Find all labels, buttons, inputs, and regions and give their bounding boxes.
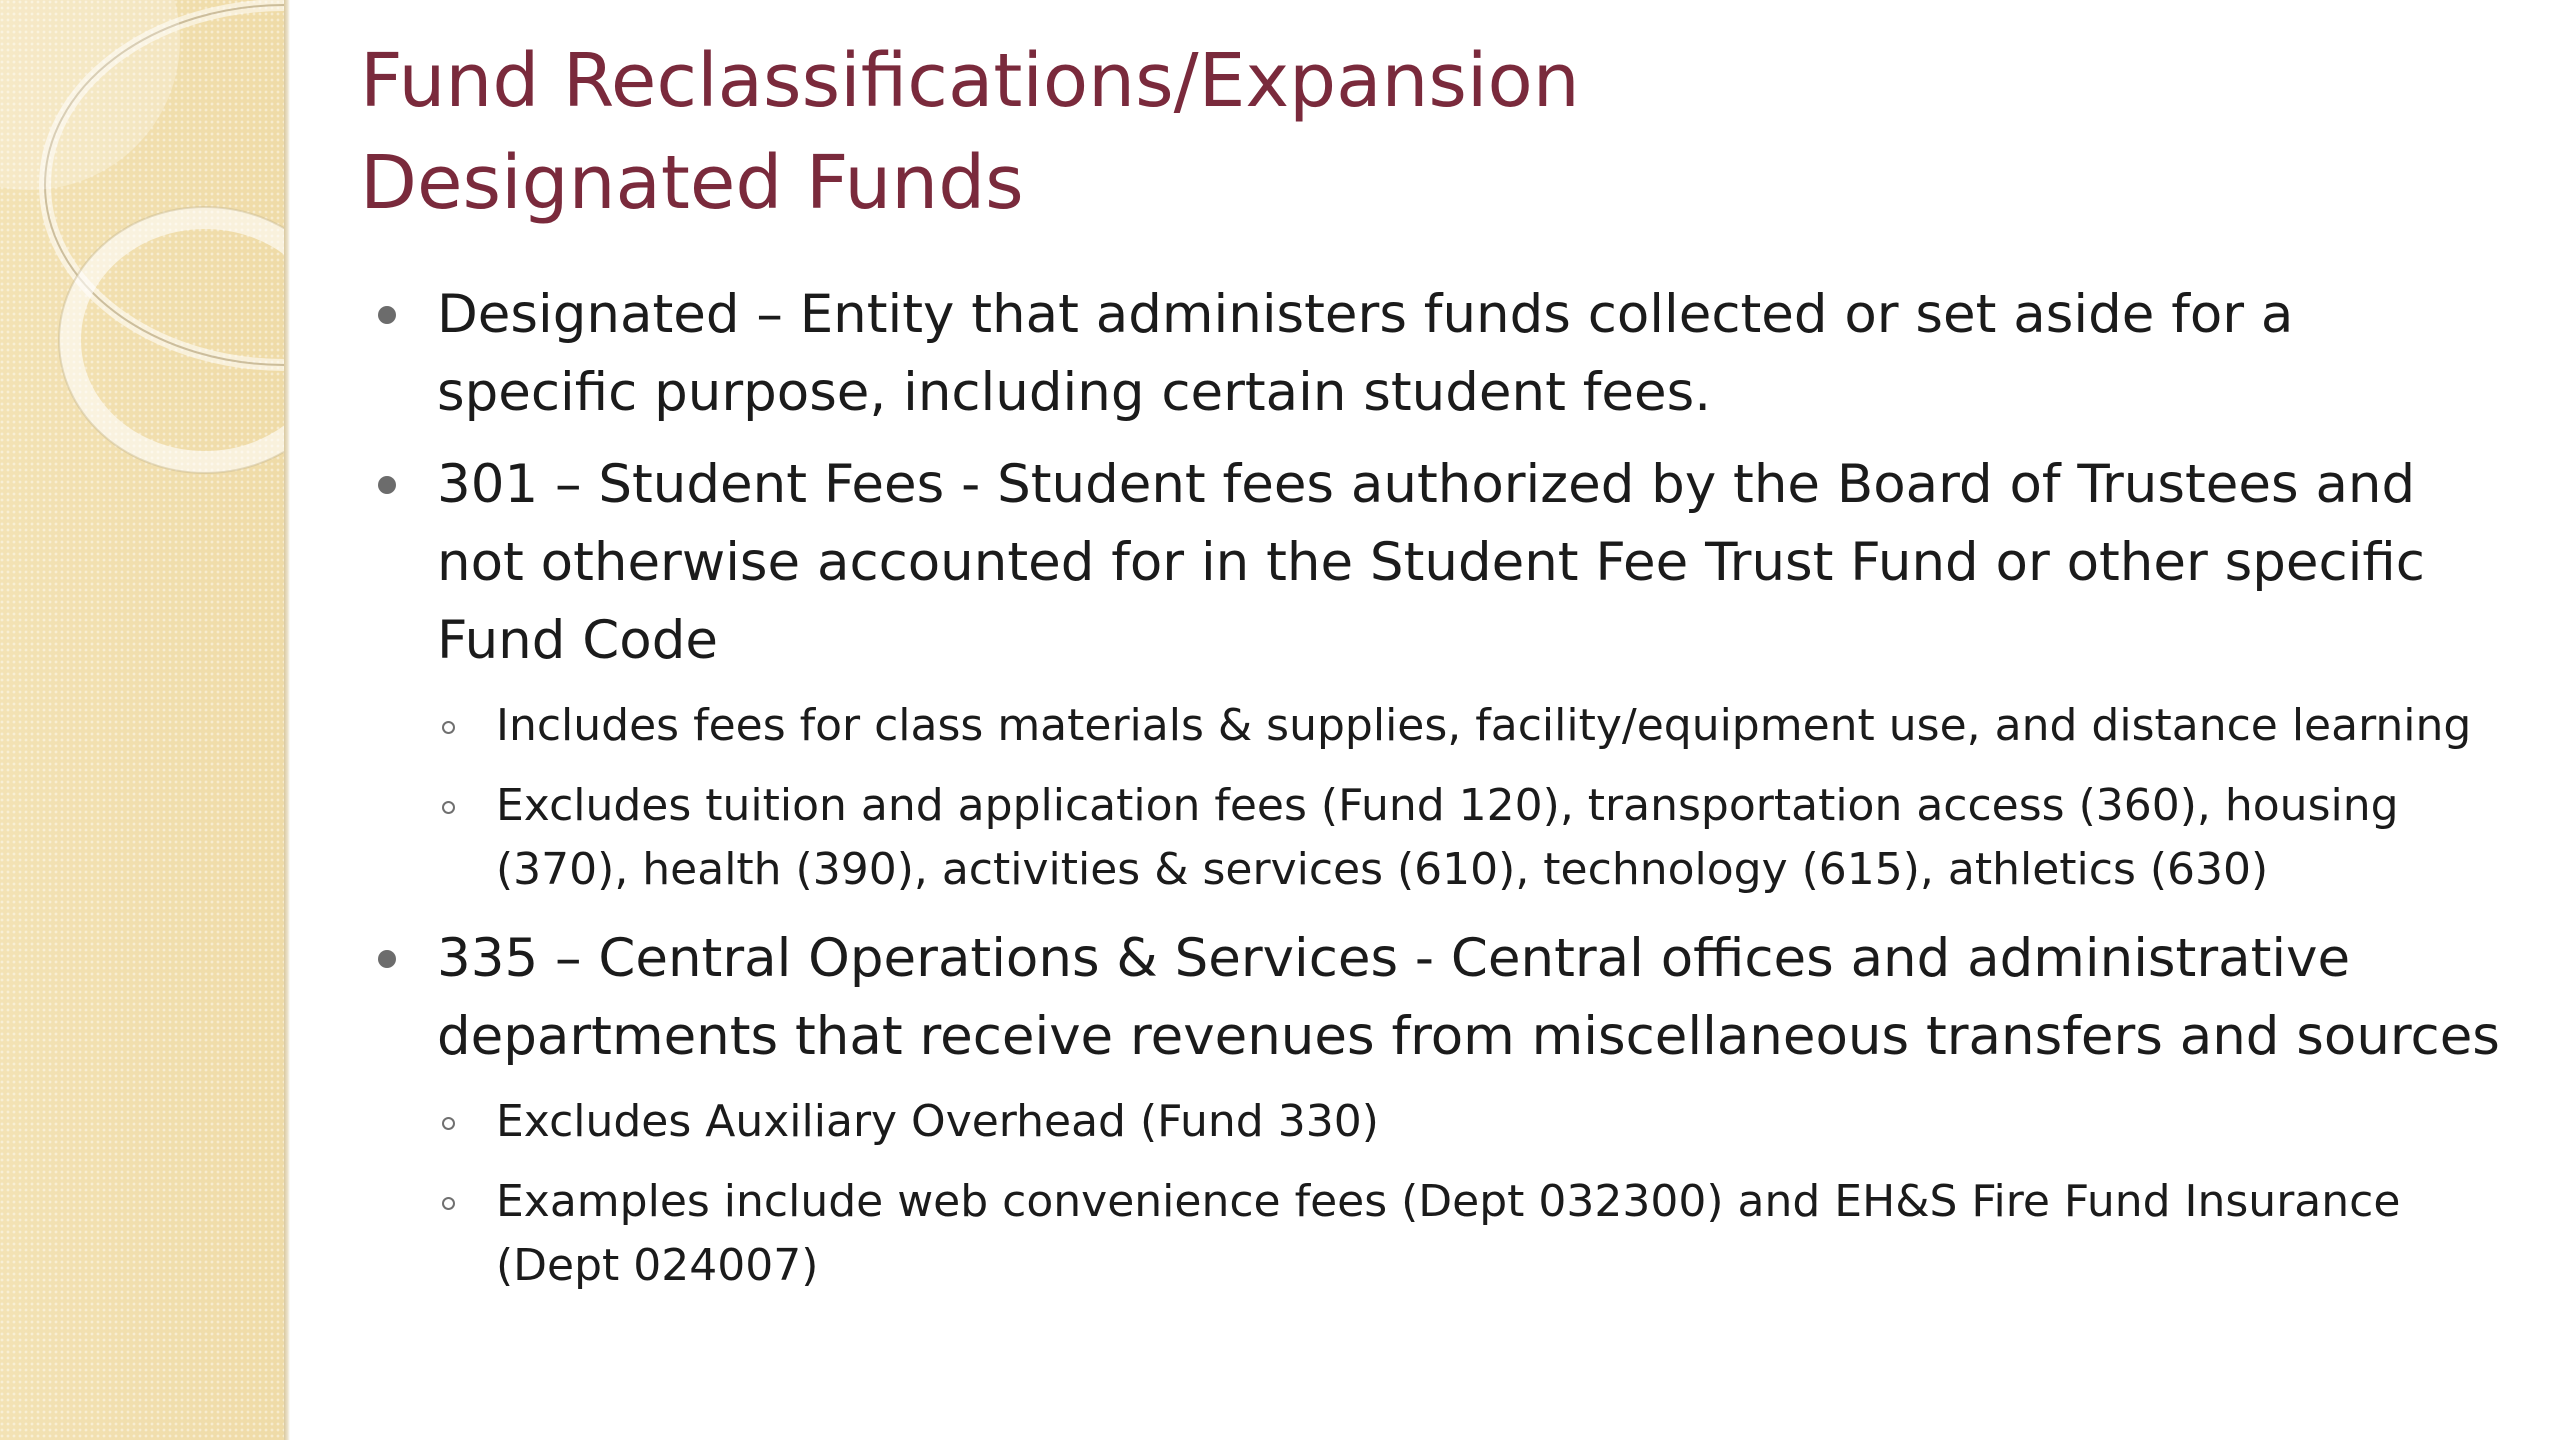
title-line-2: Designated Funds	[360, 140, 1024, 226]
bullet-item-student-fees	[360, 446, 2510, 680]
sub-bullet-text: Excludes tuition and application fees (Fund 120), transportation access (360), housing (370), health (390), activities & services (610), technology (615), athletics (630)	[496, 780, 2399, 895]
sub-bullet-item	[360, 1090, 2510, 1154]
bullet-list	[360, 276, 2510, 1298]
sub-bullet-ring-icon	[442, 1117, 455, 1130]
bullet-item-central-operations	[360, 920, 2510, 1076]
decorative-side-panel	[0, 0, 284, 1440]
bullet-text: Designated – Entity that administers funds collected or set aside for a specific purpose, including certain student fees.	[437, 284, 2294, 423]
sub-bullet-item	[360, 1170, 2510, 1298]
sub-bullet-item	[360, 774, 2510, 902]
slide-content	[360, 30, 2510, 1316]
sub-bullet-ring-icon	[442, 801, 455, 814]
slide-title	[360, 30, 2510, 234]
sub-bullet-ring-icon	[442, 721, 455, 734]
sub-bullet-list-student-fees	[360, 694, 2510, 902]
sub-bullet-text: Includes fees for class materials & supplies, facility/equipment use, and distance learning	[496, 700, 2472, 751]
bullet-item-designated	[360, 276, 2510, 432]
bullet-text: 301 – Student Fees - Student fees authorized by the Board of Trustees and not otherwise accounted for in the Student Fee Trust Fund or other specific Fund Code	[437, 454, 2425, 671]
bullet-text: 335 – Central Operations & Services - Central offices and administrative departments that receive revenues from miscellaneous transfers and sources	[437, 928, 2500, 1067]
bullet-dot-icon	[378, 950, 396, 968]
bullet-dot-icon	[378, 476, 396, 494]
bullet-dot-icon	[378, 306, 396, 324]
sub-bullet-item	[360, 694, 2510, 758]
sub-bullet-list-central-operations	[360, 1090, 2510, 1298]
sub-bullet-ring-icon	[442, 1197, 455, 1210]
side-panel-edge	[284, 0, 290, 1440]
title-line-1: Fund Reclassifications/Expansion	[360, 38, 1580, 124]
sub-bullet-text: Excludes Auxiliary Overhead (Fund 330)	[496, 1096, 1379, 1147]
sub-bullet-text: Examples include web convenience fees (Dept 032300) and EH&S Fire Fund Insurance (Dept 024007)	[496, 1176, 2401, 1291]
decorative-rings	[0, 0, 284, 1440]
